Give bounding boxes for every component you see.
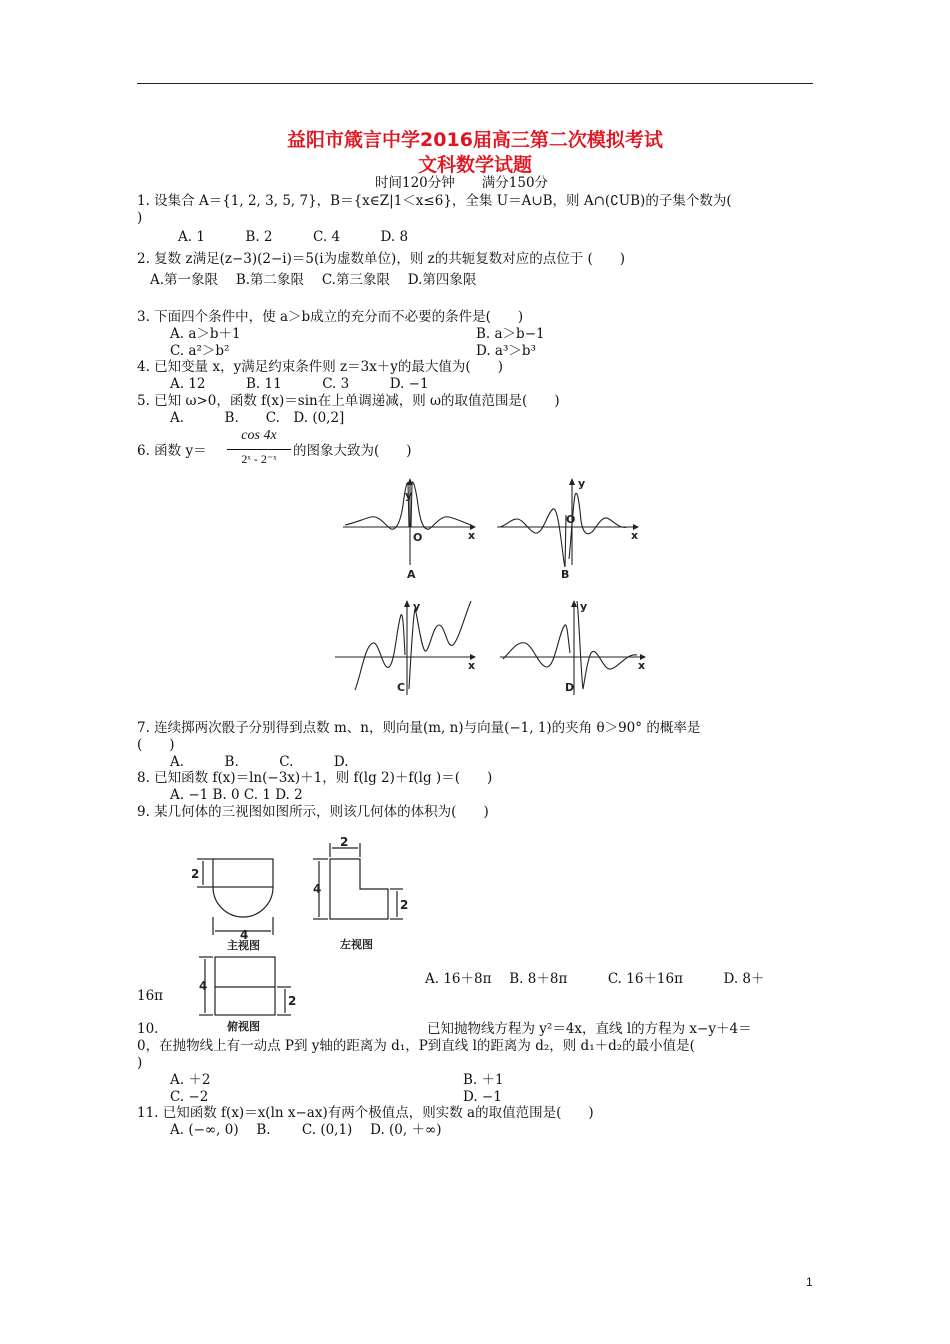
q3-option-a: A. a＞b＋1	[170, 326, 241, 342]
q7-stem-cont: ( )	[137, 737, 175, 753]
q6-graph-a-x-label: x	[468, 529, 476, 542]
q10-option-d: D. −1	[463, 1089, 502, 1105]
q6-graph-a-label: A	[407, 568, 416, 581]
q9-front-width-dim: 4	[240, 928, 249, 942]
q9-side-view-label: 左视图	[340, 938, 373, 951]
q10-stem-cont: 0，在抛物线上有一动点 P到 y轴的距离为 d₁，P到直线 l的距离为 d₂，则 d₁＋d₂的最小值是(	[137, 1038, 695, 1054]
q6-stem-suffix: 的图象大致为( )	[293, 443, 412, 459]
q9-front-height-dim: 2	[191, 867, 200, 881]
page-number: 1	[806, 1275, 813, 1289]
q9-front-view	[197, 859, 273, 935]
q4-options: A. 12 B. 11 C. 3 D. −1	[170, 376, 429, 392]
q6-fraction-bar	[227, 449, 291, 450]
q11-options: A. (−∞, 0) B. C. (0,1) D. (0, ＋∞)	[170, 1122, 442, 1138]
q6-graph-c-label: C	[397, 681, 406, 694]
header-rule	[137, 83, 813, 84]
q9-side-view	[313, 843, 403, 919]
q6-graph-c	[335, 600, 476, 695]
q4-stem: 4. 已知变量 x，y满足约束条件则 z＝3x＋y的最大值为( )	[137, 359, 503, 375]
q2-stem: 2. 复数 z满足(z−3)(2−i)＝5(i为虚数单位)，则 z的共轭复数对应的点位于 ( )	[137, 251, 626, 267]
q10-number: 10.	[137, 1021, 159, 1037]
q9-side-step-dim: 2	[400, 898, 409, 912]
q6-stem-prefix: 6. 函数 y＝	[137, 443, 207, 459]
q9-options-wrap: 16π	[137, 988, 164, 1004]
q9-stem: 9. 某几何体的三视图如图所示，则该几何体的体积为( )	[137, 804, 489, 820]
q8-stem: 8. 已知函数 f(x)＝ln(−3x)＋1，则 f(lg 2)＋f(lg )＝( )	[137, 770, 493, 786]
q6-graph-b-origin: O	[566, 513, 576, 526]
q6-graph-c-x-label: x	[468, 659, 476, 672]
q6-graph-d-label: D	[565, 681, 575, 694]
q6-graph-b-x-label: x	[631, 529, 639, 542]
exam-subtitle: 文科数学试题	[417, 154, 532, 176]
exam-title: 益阳市箴言中学2016届高三第二次模拟考试	[287, 129, 663, 151]
q10-option-c: C. −2	[170, 1089, 209, 1105]
q9-side-width-dim: 2	[340, 835, 349, 849]
q5-options: A. B. C. D. (0,2]	[170, 410, 345, 426]
q6-graph-d-x-label: x	[638, 659, 646, 672]
q9-top-height-dim: 4	[199, 979, 208, 993]
q6-graph-c-y-label: y	[413, 600, 421, 613]
q5-stem: 5. 已知 ω>0，函数 f(x)＝sin在上单调递减，则 ω的取值范围是( )	[137, 393, 560, 409]
q9-options: A. 16＋8π B. 8＋8π C. 16＋16π D. 8＋	[425, 971, 765, 987]
q9-top-view-label: 俯视图	[227, 1020, 260, 1033]
q10-option-b: B. ＋1	[463, 1072, 504, 1088]
q1-stem-cont: )	[137, 210, 143, 226]
q3-option-b: B. a＞b−1	[476, 326, 545, 342]
time-info: 时间120分钟 满分150分	[375, 175, 549, 191]
q10-option-a: A. ＋2	[170, 1072, 211, 1088]
q6-fraction-numerator: cos 4x	[241, 428, 277, 443]
q7-options: A. B. C. D.	[170, 754, 349, 770]
q9-three-views-figure	[185, 835, 425, 1035]
q3-stem: 3. 下面四个条件中，使 a＞b成立的充分而不必要的条件是( )	[137, 309, 524, 325]
q3-option-c: C. a²＞b²	[170, 343, 230, 359]
q6-graph-a-origin: O	[413, 531, 423, 544]
q6-graph-b-y-label: y	[578, 477, 586, 490]
q9-top-step-dim: 2	[288, 994, 297, 1008]
q6-graph-figure	[335, 475, 655, 700]
q1-stem: 1. 设集合 A＝{1, 2, 3, 5, 7}，B＝{x∈Z|1＜x≤6}，全集 U＝A∪B，则 A∩(∁UB)的子集个数为(	[137, 193, 732, 209]
q6-graph-a-y-label: y	[405, 489, 413, 502]
q9-front-view-label: 主视图	[227, 939, 260, 952]
q9-side-height-dim: 4	[313, 882, 322, 896]
q7-stem: 7. 连续掷两次骰子分别得到点数 m、n，则向量(m, n)与向量(−1, 1)的夹角 θ＞90° 的概率是	[137, 720, 701, 736]
q9-top-view	[199, 957, 291, 1015]
q11-stem: 11. 已知函数 f(x)＝x(ln x−ax)有两个极值点，则实数 a的取值范围是( )	[137, 1105, 594, 1121]
q6-fraction-denominator: 2ˣ - 2⁻ˣ	[241, 452, 277, 466]
q6-graph-d-y-label: y	[580, 600, 588, 613]
q2-options: A.第一象限 B.第二象限 C.第三象限 D.第四象限	[150, 272, 477, 288]
q10-stem: 已知抛物线方程为 y²＝4x，直线 l的方程为 x−y＋4＝	[427, 1021, 752, 1037]
q1-options: A. 1 B. 2 C. 4 D. 8	[178, 229, 409, 245]
q3-option-d: D. a³＞b³	[476, 343, 536, 359]
q6-graph-b-label: B	[561, 568, 570, 581]
q10-stem-end: )	[137, 1055, 143, 1071]
q8-options: A. −1 B. 0 C. 1 D. 2	[170, 787, 303, 803]
